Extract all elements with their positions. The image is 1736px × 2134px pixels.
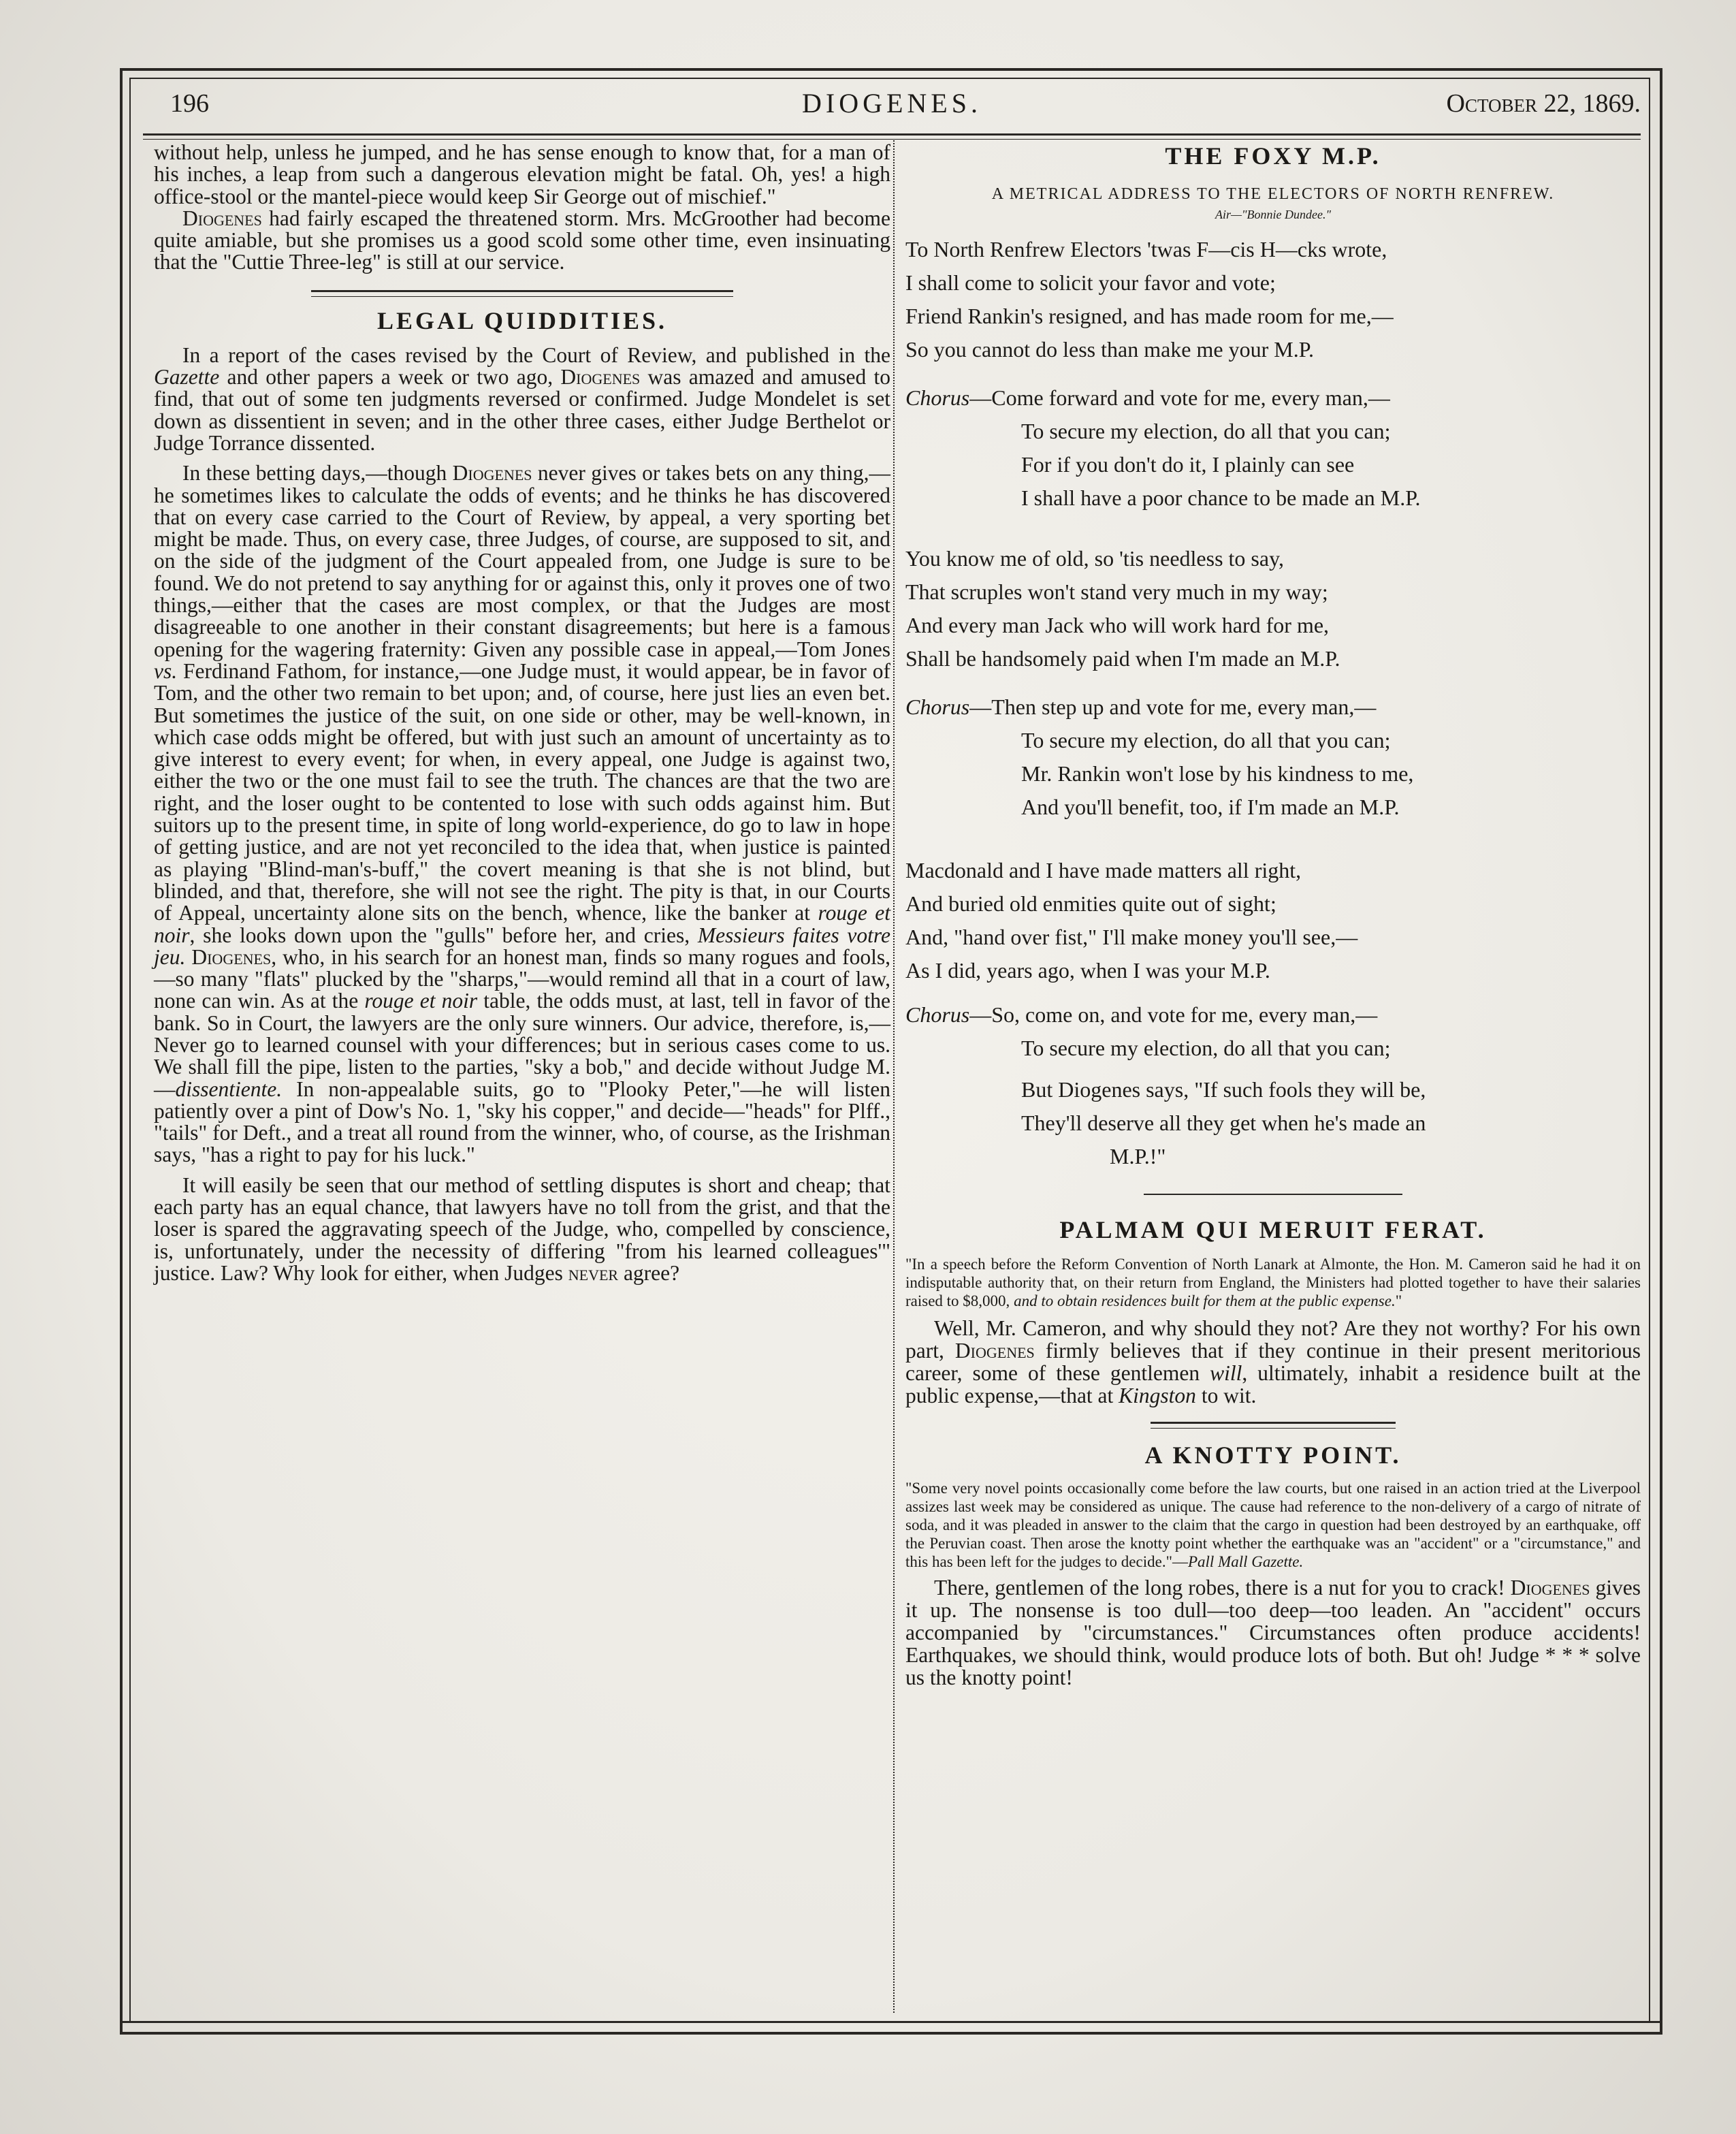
bottom-rule [120,2021,1660,2023]
intro-paragraph-2: Diogenes had fairly escaped the threatened storm. Mrs. McGroother had become quite amiable, but she promises us a good scold some other time, even insinuating that the "Cuttie Three-leg" is still at our service. [154,206,890,274]
knotty-paragraph: There, gentlemen of the long robes, there is a nut for you to crack! Diogenes gives it up. The nonsense is too dull—too deep—too leaden. An "accident" occurs accompanied by "circumstances." Circumstances often produce accidents! Earthquakes, we should think, would produce lots of both. But oh! Judge * * * solve us the knotty point! [905,1576,1641,1689]
legal-quiddities-title: LEGAL QUIDDITIES. [376,306,668,334]
intro-paragraph-1: without help, unless he jumped, and he has sense enough to know that, for a man of his inches, a leap from such a dangerous elevation might be fatal. Oh, yes! a high office-stool or the mantel-piece would keep Sir George out of mischief." [154,140,890,208]
palmam-title: PALMAM QUI MERUIT FERAT. [1059,1216,1487,1243]
knotty-point-title: A KNOTTY POINT. [1144,1442,1402,1469]
masthead-title: DIOGENES. [802,88,982,118]
legal-paragraph-2: In these betting days,—though Diogenes never gives or takes bets on any thing,—he sometimes likes to calculate the odds of events; and he thinks he has discovered that on every case carried to the Court of Review, by appeal, a very sporting bet might be made. Thus, on every case, three Judges, of course, are supposed to sit, and on the side of the judgment of the Court appealed from, one Judge is sure to be found. We do not pretend to say anything for or against this, only it proves one of two things,—either that the cases are most complex, or that the Judges are most disagreeable to one another in their constant disagreements; but here is a famous opening for the wagering fraternity: Given any possible case in appeal,—Tom Jones vs. Ferdinand Fathom, for instance,—one Judge must, it would appear, be in favor of Tom, and the other two remain to bet upon; and, of course, here just lies an even bet. But sometimes the justice of the suit, on one side or other, may be well-known, in which case odds might be offered, but with just such an amount of uncertainty as to give interest to every event; for when, in every appeal, one Judge is against two, either the two or the one must fail to see the truth. The chances are that the two are right, and the loser ought to be contented to lose with such odds against him. But suitors up to the present time, in spite of long world-experience, do go to law in hope of getting justice, and are not yet reconciled to the idea that, when justice is painted as playing "Blind-man's-buff," the covert meaning is that she is not blind, but blinded, and that, therefore, she will not see the right. The pity is that, in our Courts of Appeal, uncertainty alone sits on the bench, whence, like the banker at rouge et noir, she looks down upon the "gulls" before her, and cries, Messieurs faites votre jeu. Diogenes, who, in his search for an honest man, finds so many rogues and fools,—so many "flats" plucked by the "sharps,"—would remind all that in a court of law, none can win. As at the rouge et noir table, the odds must, at last, tell in favor of the bank. So in Court, the lawyers are the only sure winners. Our advice, therefore, is,—Never go to learned counsel with your differences; but in serious cases come to us. We shall fill the pipe, listen to the parties, "sky a bob," and decide without Judge M.—dissentiente. In non-appealable suits, go to "Plooky Peter,"—he will listen patiently over a pint of Dow's No. 1, "sky his copper," and decide—"heads" for Plff., "tails" for Deft., and a treat all round from the winner, who, of course, as the Irishman says, "has a right to pay for his luck." [154,461,890,1167]
foxy-mp-air: Air—"Bonnie Dundee." [1215,208,1332,221]
page-header [143,80,1641,135]
left-column [154,142,890,1284]
verse-stanza-2: You know me of old, so 'tis needless to say, That scruples won't stand very much in my way; And every man Jack who will work hard for me, Shall be handsomely paid when I'm made an M.P. [905,546,1340,671]
legal-paragraph-3: It will easily be seen that our method of settling disputes is short and cheap; that each party has an equal chance, that lawyers have no toll from the grist, and that the loser is spared the aggravating speech of the Judge, who, compelled by conscience, is, unfortunately, under the necessity of differing "from his learned colleagues'" justice. Law? Why look for either, when Judges never agree? [154,1173,890,1285]
verse-closing: But Diogenes says, "If such fools they will be, They'll deserve all they get when he's made an M.P.!" [1021,1077,1426,1168]
right-column [905,142,1641,1689]
legal-paragraph-1: In a report of the cases revised by the Court of Review, and published in the Gazette and other papers a week or two ago, Diogenes was amazed and amused to find, that out of some ten judgments reversed or confirmed. Judge Mondelet is set down as dissentient in seven; and in the other three cases, either Judge Berthelot or Judge Torrance dissented. [154,343,891,455]
page-number: 196 [170,89,209,118]
section-rule [311,290,733,297]
palmam-paragraph: Well, Mr. Cameron, and why should they not? Are they not worthy? For his own part, Diogenes firmly believes that if they continue in their present meritorious career, some of these gentlemen will, ultimately, inhabit a residence built at the public expense,—that at Kingston to wit. [905,1316,1641,1407]
palmam-quote: "In a speech before the Reform Convention of North Lanark at Almonte, the Hon. M. Cameron said he had it on indisputable authority that, on their return from England, the Ministers had plotted together to have their salaries raised to $8,000, and to obtain residences built for them at the public expense." [905,1256,1641,1309]
issue-date: October 22, 1869. [1446,89,1641,118]
header-rule-thin [143,139,1641,140]
verse-chorus-1: Chorus—Come forward and vote for me, every man,— To secure my election, do all that you can; For if you don't do it, I plainly can see I shall have a poor chance to be made an M.P. [905,385,1421,510]
verse-chorus-3: Chorus—So, come on, and vote for me, every man,— To secure my election, do all that you can; [905,1002,1391,1060]
verse-chorus-2: Chorus—Then step up and vote for me, every man,— To secure my election, do all that you can; Mr. Rankin won't lose by his kindness to me, And you'll benefit, too, if I'm made an M.P. [905,695,1414,819]
verse-stanza-3: Macdonald and I have made matters all right, And buried old enmities quite out of sight; And, "hand over fist," I'll make money you'll see,— As I did, years ago, when I was your M.P. [905,858,1358,983]
verse-stanza-1: To North Renfrew Electors 'twas F—cis H—cks wrote, I shall come to solicit your favor and vote; Friend Rankin's resigned, and has made room for me,— So you cannot do less than make me your M.P. [905,237,1394,362]
header-rule [143,133,1641,136]
foxy-mp-title: THE FOXY M.P. [1165,142,1381,170]
column-divider [893,140,895,2013]
knotty-quote: "Some very novel points occasionally come before the law courts, but one raised in an action tried at the Liverpool assizes last week may be considered as unique. The cause had reference to the non-delivery of a cargo of nitrate of soda, and it was pleaded in answer to the claim that the cargo in question had been destroyed by an earthquake, off the Peruvian coast. Then arose the knotty point whether the earthquake was an "accident" or a "circumstance," and this has been left for the judges to decide."—Pall Mall Gazette. [905,1480,1641,1570]
foxy-mp-subtitle: A METRICAL ADDRESS TO THE ELECTORS OF NORTH RENFREW. [991,185,1555,203]
section-rule-3 [1151,1422,1396,1429]
